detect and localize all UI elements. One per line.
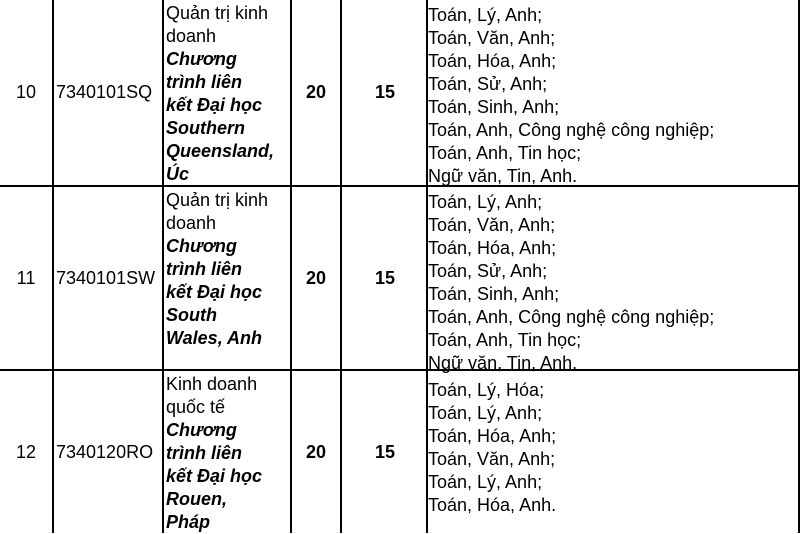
major-code: 7340101SQ — [56, 82, 153, 102]
program-line: Chương — [166, 49, 237, 69]
combo-line: Toán, Anh, Tin học; — [428, 330, 582, 350]
major-name — [166, 187, 290, 369]
major-name-line: quốc tế — [166, 397, 226, 417]
min-score: 15 — [374, 441, 396, 462]
major-name — [166, 0, 290, 185]
program-line: Úc — [166, 164, 190, 184]
combo-line: Toán, Sinh, Anh; — [428, 97, 560, 117]
table-row — [0, 371, 800, 533]
combo-line: Toán, Sinh, Anh; — [428, 284, 560, 304]
combo-line: Toán, Lý, Anh; — [428, 5, 543, 25]
major-name-line: Quản trị kinh — [166, 190, 269, 210]
table-row — [0, 187, 800, 373]
combo-line: Toán, Hóa, Anh; — [428, 238, 557, 258]
combo-line: Toán, Lý, Anh; — [428, 472, 543, 492]
combo-line: Toán, Lý, Hóa; — [428, 380, 545, 400]
major-name-line: Quản trị kinh — [166, 3, 269, 23]
combo-line: Toán, Sử, Anh; — [428, 261, 548, 281]
major-name-line: doanh — [166, 213, 217, 233]
combo-line: Toán, Hóa, Anh. — [428, 495, 557, 515]
combo-line: Toán, Anh, Công nghệ công nghiệp; — [428, 307, 715, 327]
major-code: 7340101SW — [56, 267, 156, 288]
major-name — [166, 371, 290, 533]
program-line: trình liên — [166, 259, 242, 279]
quota: 20 — [305, 441, 327, 462]
quota: 20 — [305, 267, 327, 288]
major-code: 7340120RO — [56, 441, 154, 462]
subject-combinations — [428, 0, 800, 185]
combo-line: Toán, Lý, Anh; — [428, 192, 543, 212]
combo-line: Toán, Anh, Tin học; — [428, 143, 582, 163]
program-line: trình liên — [166, 443, 242, 463]
program-line: Chương — [166, 236, 237, 256]
row-number: 10 — [15, 82, 37, 102]
row-number: 11 — [16, 267, 36, 288]
combo-line: Ngữ văn, Tin, Anh. — [428, 166, 578, 186]
program-line: Chương — [166, 420, 237, 440]
combo-line: Toán, Văn, Anh; — [428, 215, 556, 235]
program-line: trình liên — [166, 72, 242, 92]
subject-combinations — [428, 371, 800, 533]
program-line: Wales, Anh — [166, 328, 263, 348]
program-line: South — [166, 305, 217, 325]
row-number: 12 — [15, 441, 37, 462]
combo-line: Toán, Hóa, Anh; — [428, 51, 557, 71]
combo-line: Ngữ văn, Tin, Anh. — [428, 353, 578, 373]
combo-line: Toán, Văn, Anh; — [428, 449, 556, 469]
combo-line: Toán, Sử, Anh; — [428, 74, 548, 94]
table-row — [0, 0, 800, 185]
program-line: kết Đại học — [166, 95, 263, 115]
program-line: Pháp — [166, 512, 211, 532]
program-line: Southern — [166, 118, 245, 138]
program-line: kết Đại học — [166, 466, 263, 486]
program-line: kết Đại học — [166, 282, 263, 302]
combo-line: Toán, Hóa, Anh; — [428, 426, 557, 446]
min-score: 15 — [374, 267, 396, 288]
quota: 20 — [305, 82, 327, 102]
program-line: Rouen, — [166, 489, 227, 509]
combo-line: Toán, Văn, Anh; — [428, 28, 556, 48]
major-name-line: Kinh doanh — [166, 374, 258, 394]
subject-combinations — [428, 187, 800, 373]
major-name-line: doanh — [166, 26, 217, 46]
combo-line: Toán, Lý, Anh; — [428, 403, 543, 423]
min-score: 15 — [374, 82, 396, 102]
program-line: Queensland, — [166, 141, 275, 161]
combo-line: Toán, Anh, Công nghệ công nghiệp; — [428, 120, 715, 140]
